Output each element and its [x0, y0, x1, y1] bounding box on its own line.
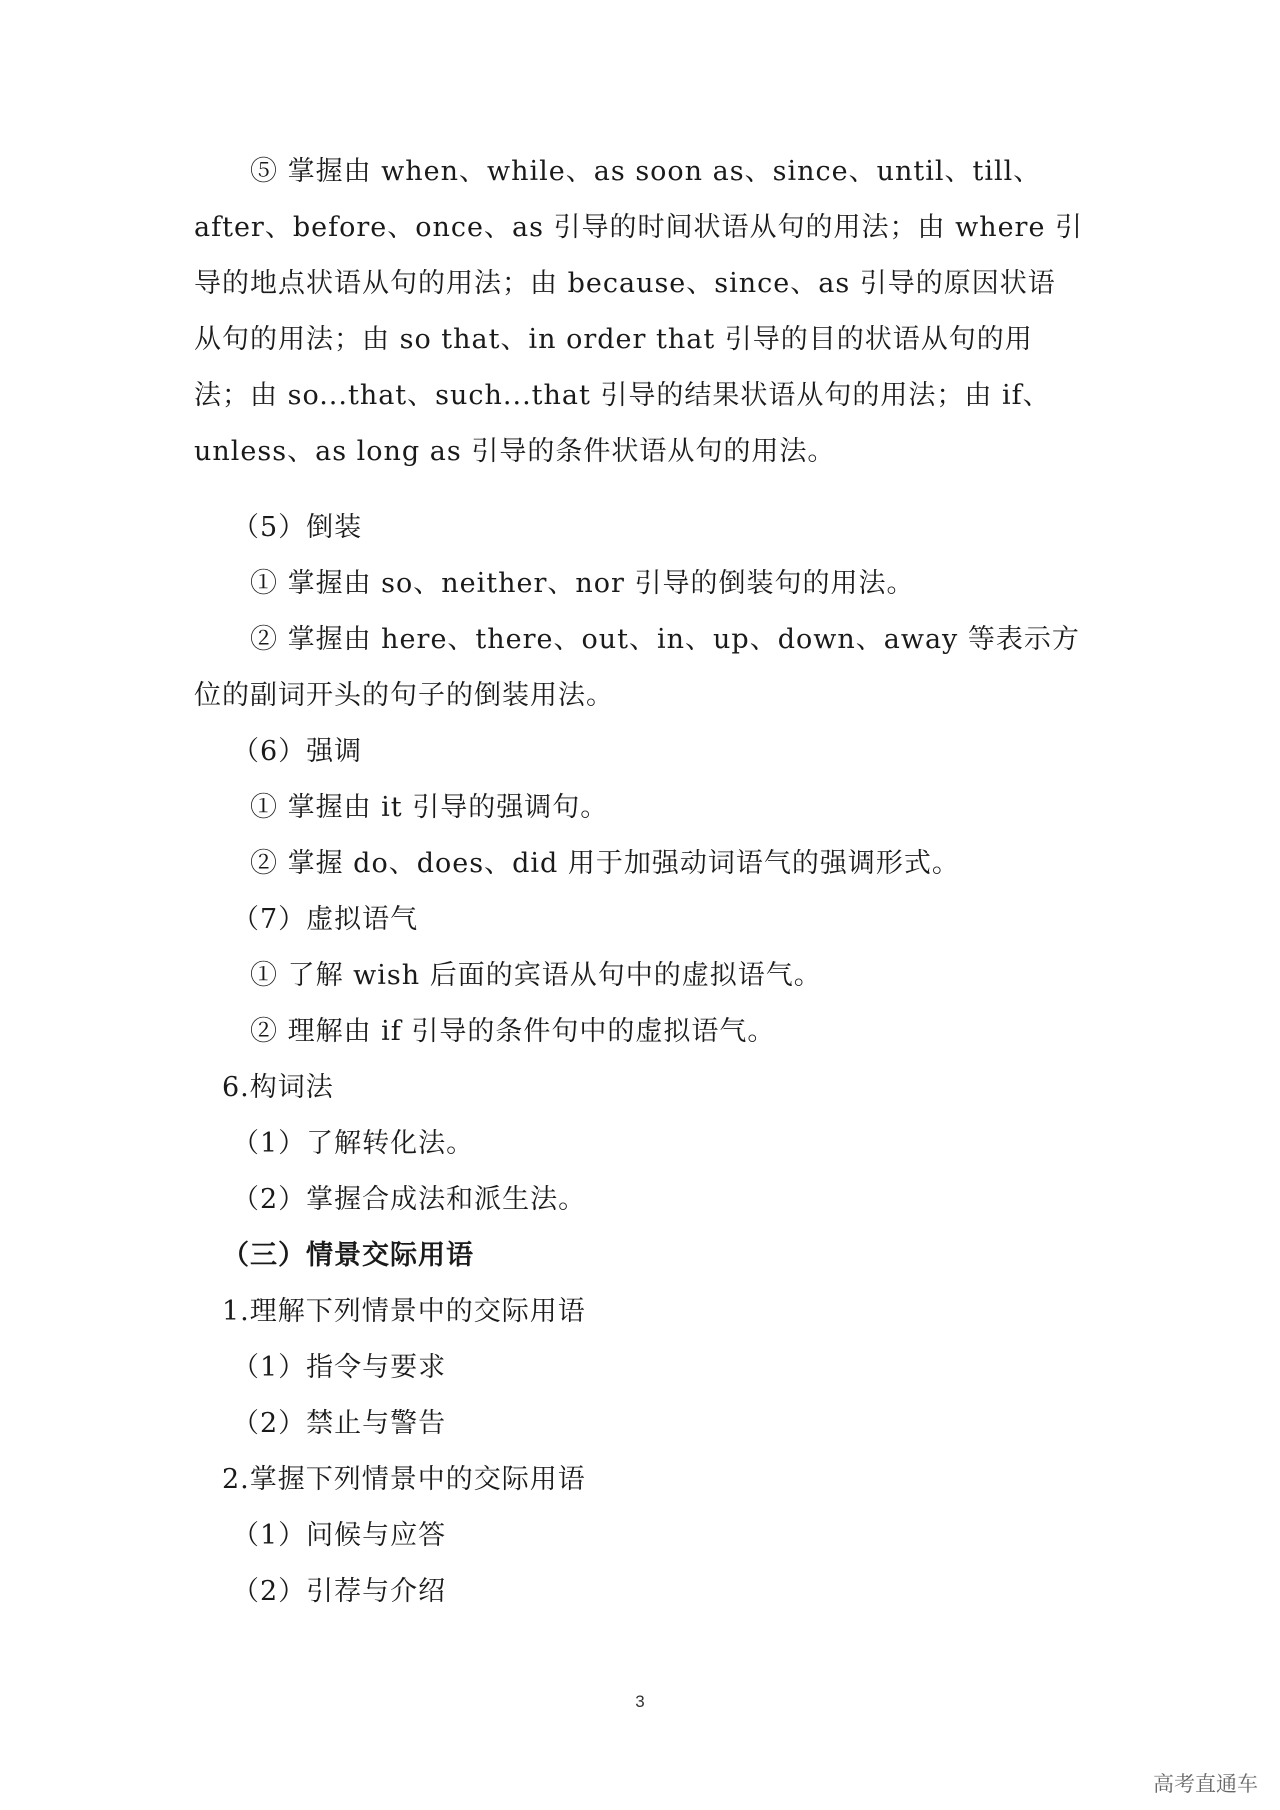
- list-item: ① 了解 wish 后面的宾语从句中的虚拟语气。: [250, 960, 822, 991]
- paragraph-line: 法；由 so...that、such...that 引导的结果状语从句的用法；由 if、: [194, 380, 1051, 411]
- section-heading: 1.理解下列情景中的交际用语: [222, 1296, 586, 1327]
- chapter-heading: （三）情景交际用语: [222, 1240, 474, 1271]
- list-item: （2）掌握合成法和派生法。: [232, 1184, 587, 1215]
- list-item: （2）禁止与警告: [232, 1408, 447, 1439]
- list-item: ② 掌握由 here、there、out、in、up、down、away 等表示方: [250, 624, 1080, 655]
- subsection-heading: （5）倒装: [232, 512, 363, 543]
- watermark: 高考直通车: [1153, 1772, 1258, 1796]
- section-heading: 6.构词法: [222, 1072, 334, 1103]
- list-item: ② 理解由 if 引导的条件句中的虚拟语气。: [250, 1016, 776, 1047]
- paragraph-line: 从句的用法；由 so that、in order that 引导的目的状语从句的用: [194, 324, 1033, 355]
- list-item: （1）指令与要求: [232, 1352, 447, 1383]
- paragraph-line: 位的副词开头的句子的倒装用法。: [194, 680, 614, 711]
- paragraph-line: unless、as long as 引导的条件状语从句的用法。: [194, 436, 836, 467]
- section-heading: 2.掌握下列情景中的交际用语: [222, 1464, 586, 1495]
- list-item: ① 掌握由 so、neither、nor 引导的倒装句的用法。: [250, 568, 915, 599]
- paragraph-line: 导的地点状语从句的用法；由 because、since、as 引导的原因状语: [194, 268, 1056, 299]
- list-item: ② 掌握 do、does、did 用于加强动词语气的强调形式。: [250, 848, 960, 879]
- list-item: ① 掌握由 it 引导的强调句。: [250, 792, 609, 823]
- list-item: （2）引荐与介绍: [232, 1576, 447, 1607]
- subsection-heading: （7）虚拟语气: [232, 904, 419, 935]
- subsection-heading: （6）强调: [232, 736, 363, 767]
- list-item: （1）问候与应答: [232, 1520, 447, 1551]
- list-item: （1）了解转化法。: [232, 1128, 475, 1159]
- paragraph-line: after、before、once、as 引导的时间状语从句的用法；由 where 引: [194, 212, 1084, 243]
- paragraph-line: ⑤ 掌握由 when、while、as soon as、since、until、till、: [250, 156, 1042, 187]
- page-number: 3: [635, 1692, 645, 1711]
